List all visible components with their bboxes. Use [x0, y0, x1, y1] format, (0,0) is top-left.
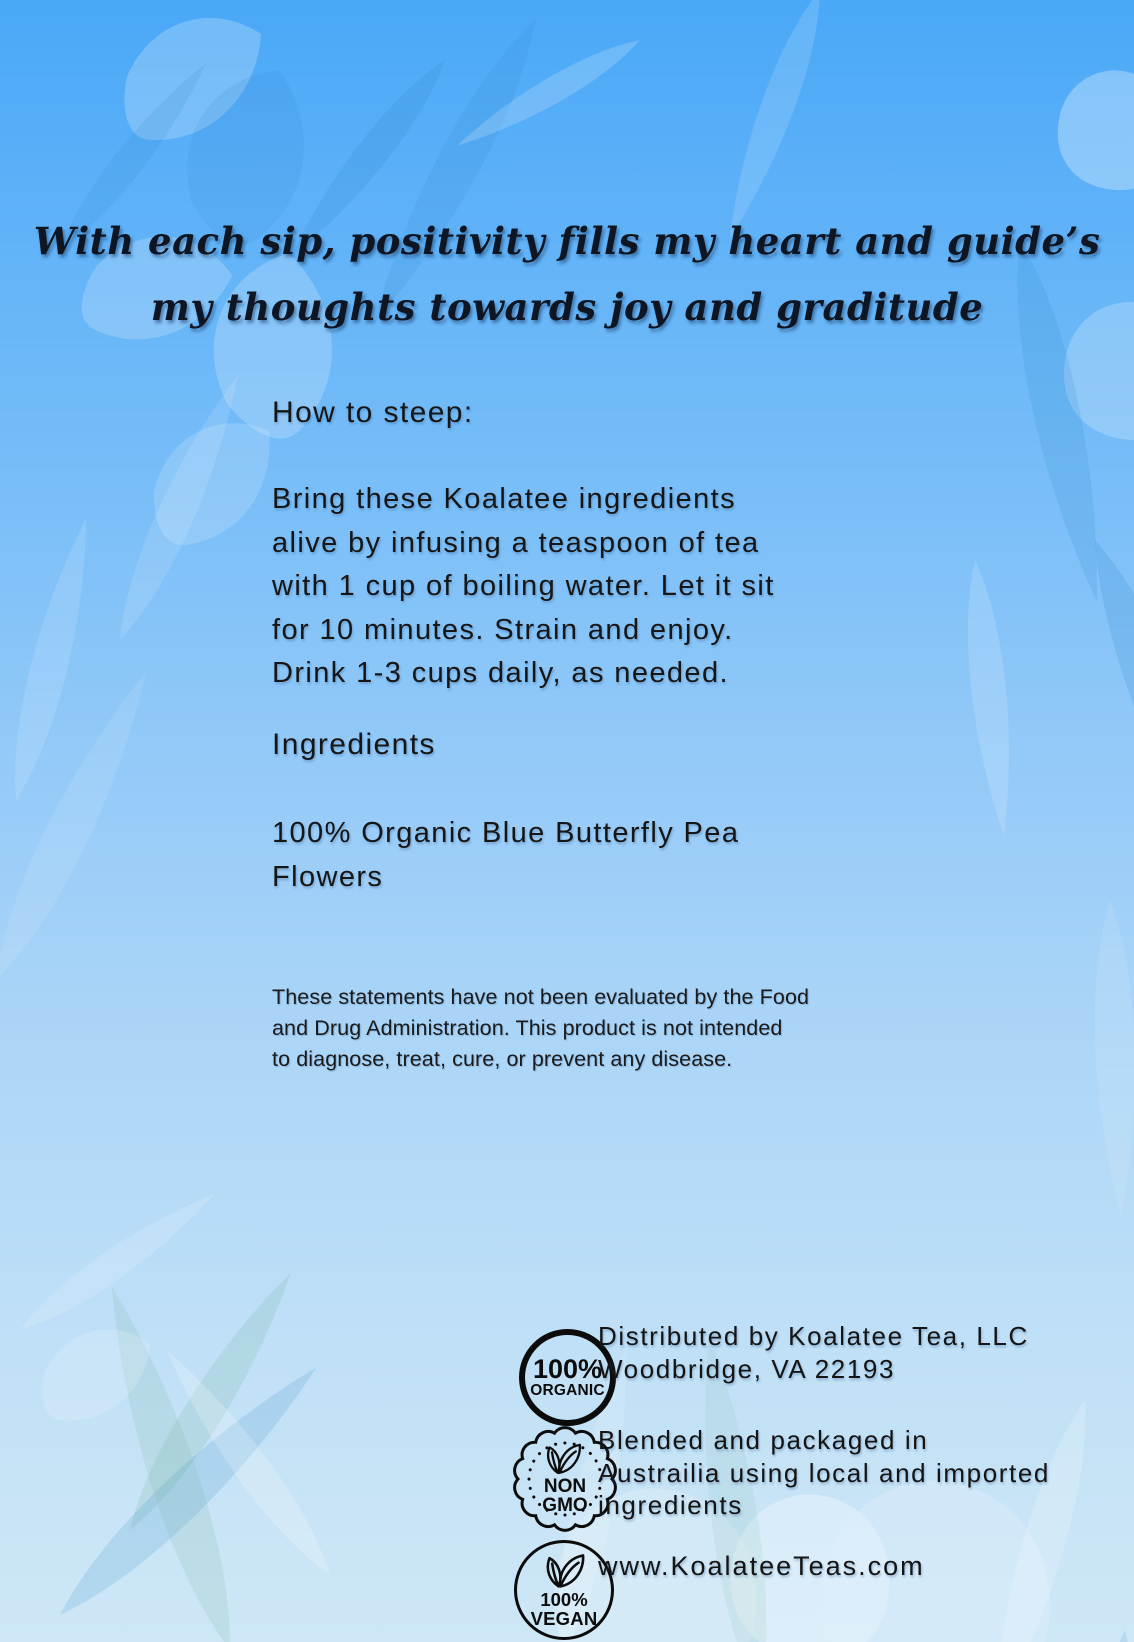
fda-disclaimer-line: These statements have not been evaluated by the Food: [272, 985, 810, 1009]
vegan-badge-label: VEGAN: [530, 1607, 598, 1629]
steep-line: with 1 cup of boiling water. Let it sit: [272, 570, 775, 602]
steep-line: Bring these Koalatee ingredients: [272, 483, 736, 515]
website-url: www.KoalateeTeas.com: [598, 1551, 925, 1581]
affirmation-quote-line1: With each sip, positivity fills my heart and guide’s: [33, 219, 1101, 263]
steep-line: alive by infusing a teaspoon of tea: [272, 526, 760, 559]
fda-disclaimer: [272, 982, 912, 1075]
fda-disclaimer-line: and Drug Administration. This product is not intended: [272, 1016, 783, 1040]
steep-line: Drink 1-3 cups daily, as needed.: [272, 657, 729, 689]
leaves-bottom-left: [11, 1182, 344, 1642]
non-gmo-label-line1: NON: [543, 1476, 587, 1497]
ingredients-heading: Ingredients: [272, 728, 436, 761]
ingredients-value: [272, 812, 912, 899]
blended-line: Blended and packaged in: [598, 1425, 929, 1455]
ingredients-line: Flowers: [272, 860, 384, 893]
affirmation-quote-line2: my thoughts towards joy and graditude: [150, 285, 984, 329]
leaf-icon: [548, 1445, 580, 1473]
blended-info: [598, 1424, 1050, 1522]
non-gmo-label-line2: GMO: [542, 1495, 588, 1516]
organic-badge-label: ORGANIC: [530, 1382, 605, 1399]
steep-heading: How to steep:: [272, 396, 474, 429]
vegan-badge-percent: 100%: [540, 1588, 588, 1610]
organic-badge-percent: 100%: [532, 1354, 603, 1384]
distributor-info: [598, 1320, 1029, 1386]
distributor-line: Distributed by Koalatee Tea, LLC: [598, 1321, 1029, 1351]
ingredients-line: 100% Organic Blue Butterfly Pea: [272, 817, 740, 849]
blended-line: ingredients: [598, 1490, 743, 1520]
blended-line: Austrailia using local and imported: [598, 1457, 1050, 1488]
distributor-line: Woodbridge, VA 22193: [598, 1354, 896, 1384]
steep-line: for 10 minutes. Strain and enjoy.: [272, 613, 734, 646]
leaf-icon: [542, 1550, 586, 1590]
affirmation-quote: [0, 208, 1134, 340]
fda-disclaimer-line: to diagnose, treat, cure, or prevent any disease.: [272, 1047, 733, 1071]
steep-instructions: [272, 478, 912, 696]
